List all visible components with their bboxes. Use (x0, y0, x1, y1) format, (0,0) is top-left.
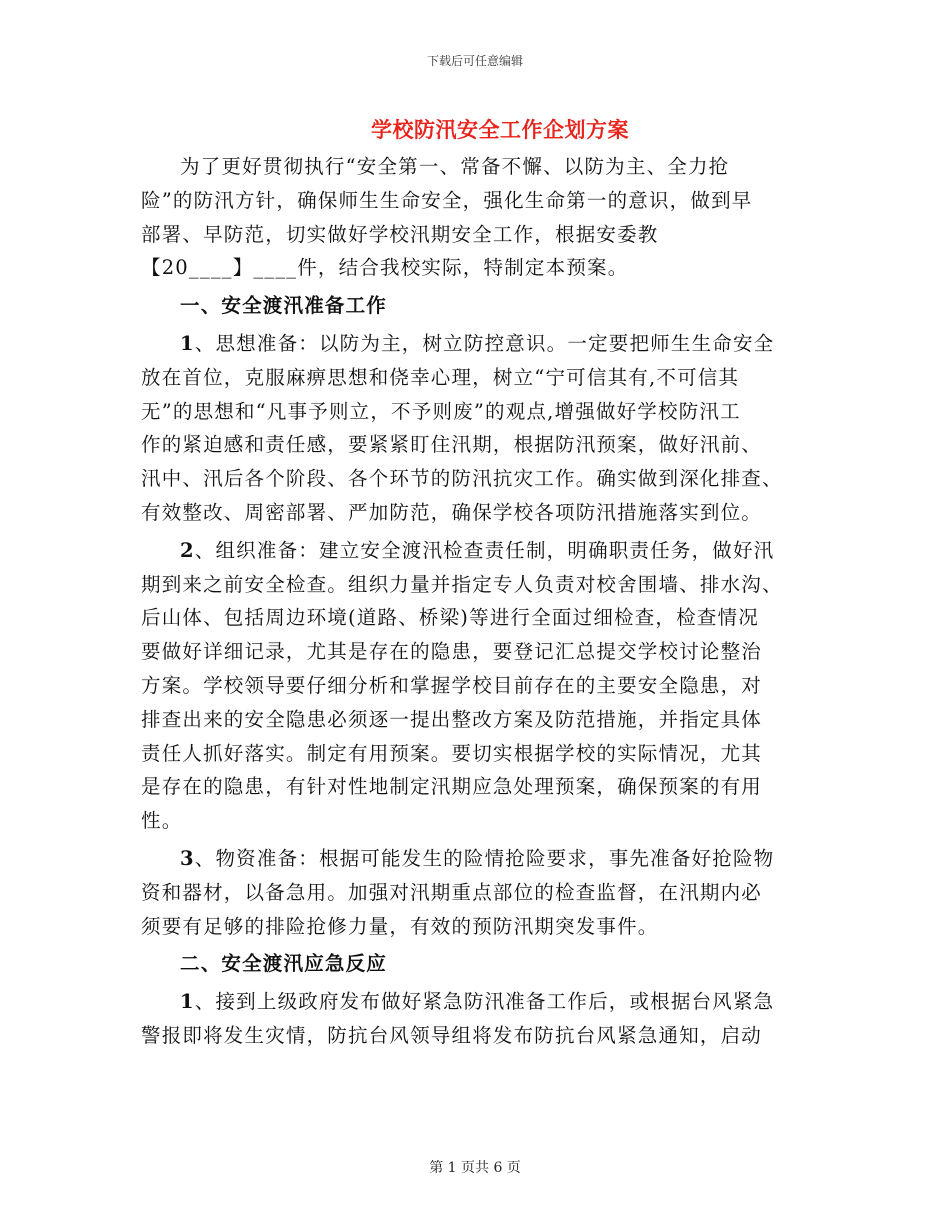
paragraph-text: 、组织准备：建立安全渡汛检查责任制，明确职责任务，做好汛 (194, 538, 775, 562)
page-footer: 第 1 页共 6 页 (429, 1160, 521, 1176)
intro-line: 险”的防汛方针，确保师生生命安全，强化生命第一的意识，做到早 (141, 188, 753, 212)
page-header-note: 下载后可任意编辑 (426, 54, 523, 68)
paragraph-line: 放在首位，克服麻痹思想和侥幸心理，树立“宁可信其有,不可信其 (141, 365, 740, 389)
paragraph-line: 是存在的隐患，有针对性地制定汛期应急处理预案，确保预案的有用 (141, 775, 763, 799)
intro-line: 【20____】____件，结合我校实际，特制定本预案。 (141, 256, 629, 280)
item-number: 2 (180, 538, 195, 562)
section-heading-2: 二、安全渡汛应急反应 (180, 952, 388, 976)
paragraph-text: 、物资准备：根据可能发生的险情抢险要求，事先准备好抢险物 (194, 846, 775, 870)
paragraph-line: 无”的思想和“凡事予则立，不予则废”的观点,增强做好学校防汛工 (141, 399, 741, 423)
paragraph-line: 作的紧迫感和责任感，要紧紧盯住汛期，根据防汛预案，做好汛前、 (141, 433, 763, 457)
paragraph-line: 期到来之前安全检查。组织力量并指定专人负责对校舍围墙、排水沟、 (141, 572, 783, 596)
section1-item2-paragraph (141, 534, 813, 838)
paragraph-line (141, 327, 813, 361)
paragraph-text: 、思想准备：以防为主，树立防控意识。一定要把师生生命安全 (194, 331, 775, 355)
intro-line: 为了更好贯彻执行“安全第一、常备不懈、以防为主、全力抢 (180, 155, 730, 178)
paragraph-line (141, 985, 813, 1019)
paragraph-line: 性。 (141, 809, 183, 833)
section1-item1-paragraph (141, 327, 813, 530)
paragraph-line: 汛中、汛后各个阶段、各个环节的防汛抗灾工作。确实做到深化排查、 (141, 467, 783, 491)
intro-paragraph (141, 150, 813, 285)
paragraph-line: 须要有足够的排险抢修力量，有效的预防汛期突发事件。 (141, 914, 659, 938)
paragraph-line: 方案。学校领导要仔细分析和掌握学校目前存在的主要安全隐患，对 (141, 673, 763, 697)
paragraph-line: 有效整改、周密部署、严加防范，确保学校各项防汛措施落实到位。 (141, 500, 763, 524)
paragraph-line (141, 842, 813, 876)
paragraph-text: 、接到上级政府发布做好紧急防汛准备工作后，或根据台风紧急 (194, 990, 775, 1014)
item-number: 1 (180, 331, 195, 355)
paragraph-line: 后山体、包括周边环境(道路、桥梁)等进行全面过细检查，检查情况 (141, 606, 759, 630)
section-heading-1: 一、安全渡汛准备工作 (180, 294, 388, 318)
paragraph-line: 责任人抓好落实。制定有用预案。要切实根据学校的实际情况，尤其 (141, 741, 763, 765)
paragraph-line (141, 534, 813, 568)
paragraph-line: 资和器材，以备急用。加强对汛期重点部位的检查监督，在汛期内必 (141, 880, 763, 904)
section1-item3-paragraph (141, 842, 813, 943)
paragraph-line: 要做好详细记录，尤其是存在的隐患，要登记汇总提交学校讨论整治 (141, 640, 763, 664)
section2-item1-paragraph (141, 985, 813, 1053)
document-title: 学校防汛安全工作企划方案 (371, 117, 629, 142)
document-body (141, 150, 813, 1053)
paragraph-line: 警报即将发生灾情，防抗台风领导组将发布防抗台风紧急通知，启动 (141, 1023, 763, 1047)
intro-line: 部署、早防范，切实做好学校汛期安全工作，根据安委教 (141, 222, 659, 246)
paragraph-line: 排查出来的安全隐患必须逐一提出整改方案及防范措施，并指定具体 (141, 707, 763, 731)
item-number: 3 (180, 846, 195, 870)
item-number: 1 (180, 990, 195, 1014)
